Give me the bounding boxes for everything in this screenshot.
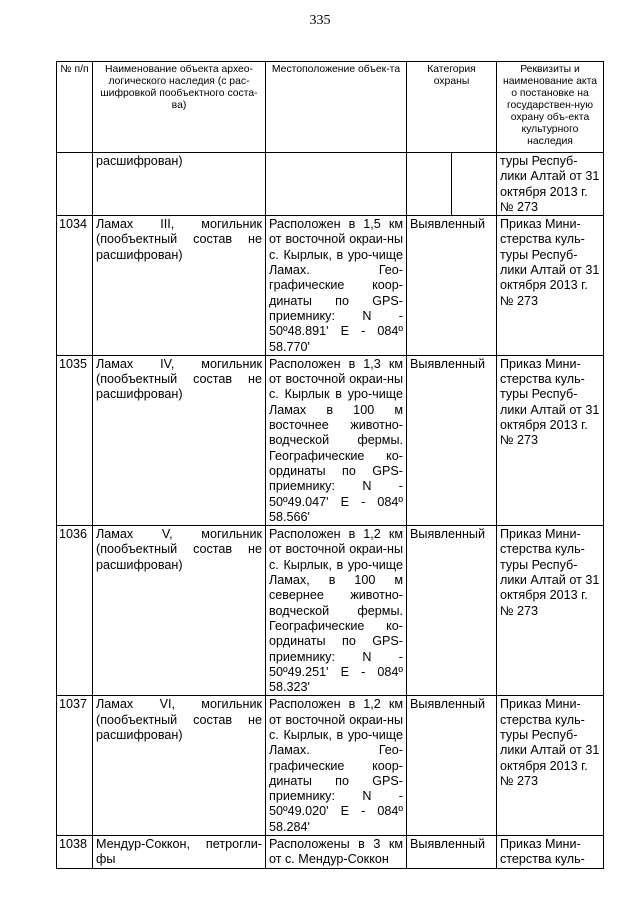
cell-name: Мендур-Соккон, петрогли-фы bbox=[93, 836, 266, 869]
table-row bbox=[57, 696, 604, 836]
cell-details: Приказ Мини-стерства куль-туры Респуб-лики Алтай от 31 октября 2013 г. № 273 bbox=[497, 526, 604, 696]
cell-name: расшифрован) bbox=[93, 153, 266, 216]
cell-location: Расположены в 3 км от с. Мендур-Соккон bbox=[266, 836, 407, 869]
cell-name: Ламах V, могильник (пообъектный состав не расшифрован) bbox=[93, 526, 266, 696]
cell-details: Приказ Мини-стерства куль-туры Респуб-лики Алтай от 31 октября 2013 г. № 273 bbox=[497, 216, 604, 356]
cell-location: Расположен в 1,2 км от восточной окраи-ны с. Кырлык, в уро-чище Ламах, в 100 м севернее животно-водческой фермы. Географические ко-ординаты по GPS-приемнику: N - 50º49.251' E - 084º 58.323' bbox=[266, 526, 407, 696]
table-row bbox=[57, 836, 604, 869]
cell-name: Ламах IV, могильник (пообъектный состав не расшифрован) bbox=[93, 355, 266, 525]
cell-num: 1035 bbox=[57, 355, 93, 525]
header-details: Реквизиты и наименование акта о постановке на государствен-ную охрану объ-екта культурного наследия bbox=[497, 62, 604, 153]
cell-name: Ламах VI, могильник (пообъектный состав не расшифрован) bbox=[93, 696, 266, 836]
header-location: Местоположение объек-та bbox=[266, 62, 407, 153]
table-row bbox=[57, 216, 604, 356]
cell-name: Ламах III, могильник (пообъектный состав не расшифрован) bbox=[93, 216, 266, 356]
cell-num: 1034 bbox=[57, 216, 93, 356]
header-name: Наименование объекта архео-логического наследия (с рас-шифровкой пообъектного соста-ва) bbox=[93, 62, 266, 153]
cell-details: Приказ Мини-стерства куль-туры Респуб-лики Алтай от 31 октября 2013 г. № 273 bbox=[497, 355, 604, 525]
cell-category: Выявленный bbox=[407, 836, 497, 869]
cell-category: Выявленный bbox=[407, 355, 497, 525]
cell-details: Приказ Мини-стерства куль-туры Респуб-лики Алтай от 31 октября 2013 г. № 273 bbox=[497, 696, 604, 836]
cell-category: Выявленный bbox=[407, 526, 497, 696]
table-row-continued bbox=[57, 153, 604, 216]
cell-location: Расположен в 1,2 км от восточной окраи-ны с. Кырлык, в уро-чище Ламах. Гео-графические коор-динаты по GPS-приемнику: N - 50º49.020' E - 084º 58.284' bbox=[266, 696, 407, 836]
header-num: № п/п bbox=[57, 62, 93, 153]
cell-location: Расположен в 1,3 км от восточной окраи-ны с. Кырлык в уро-чище Ламах в 100 м восточнее животно-водческой фермы. Географические ко-ординаты по GPS-приемнику: N - 50º49.047' E - 084º 58.566' bbox=[266, 355, 407, 525]
table-row bbox=[57, 526, 604, 696]
cell-location: Расположен в 1,5 км от восточной окраи-ны с. Кырлык, в уро-чище Ламах. Гео-графические коор-динаты по GPS-приемнику: N - 50º48.891' E - 084º 58.770' bbox=[266, 216, 407, 356]
cell-num: 1037 bbox=[57, 696, 93, 836]
cell-num: 1036 bbox=[57, 526, 93, 696]
cell-num: 1038 bbox=[57, 836, 93, 869]
heritage-table bbox=[56, 61, 604, 869]
table-header-row bbox=[57, 62, 604, 153]
header-category: Категория охраны bbox=[407, 62, 497, 153]
table-row bbox=[57, 355, 604, 525]
cell-category: Выявленный bbox=[407, 696, 497, 836]
cell-details: Приказ Мини-стерства куль- bbox=[497, 836, 604, 869]
cell-details: туры Респуб-лики Алтай от 31 октября 2013 г. № 273 bbox=[497, 153, 604, 216]
page-number: 335 bbox=[309, 13, 331, 28]
cell-category: Выявленный bbox=[407, 216, 497, 356]
